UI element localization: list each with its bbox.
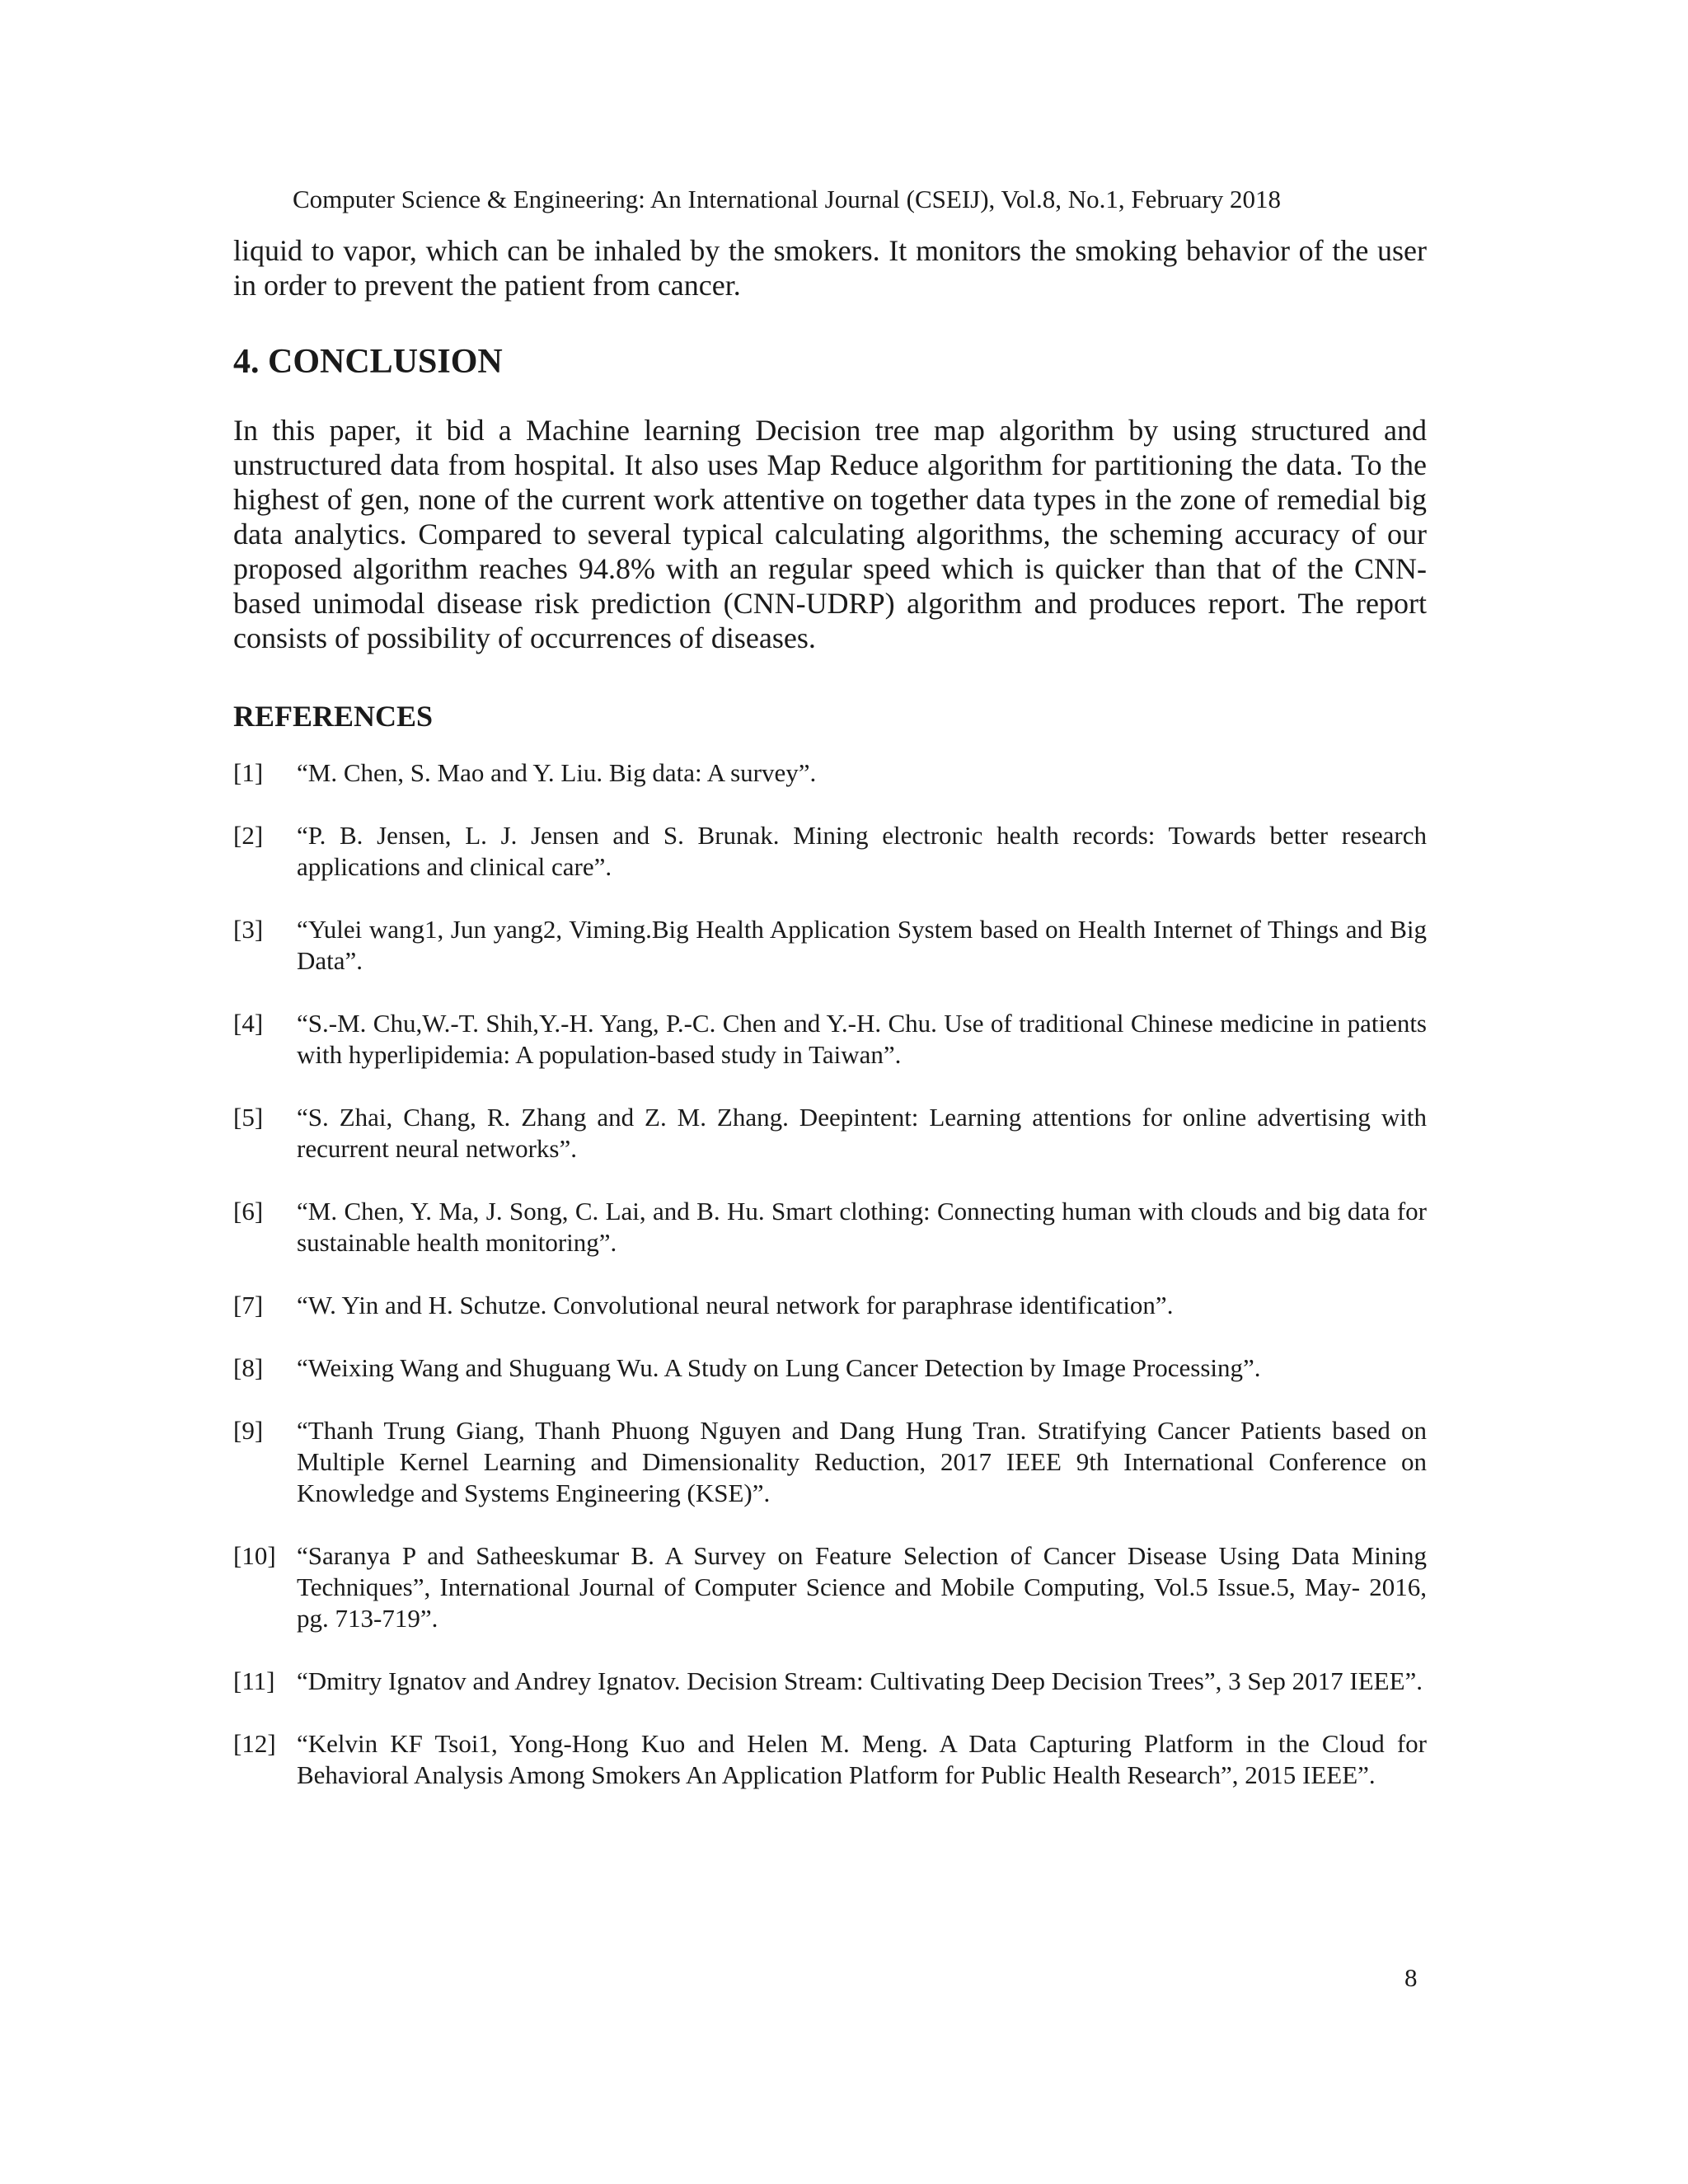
running-header: Computer Science & Engineering: An International Journal (CSEIJ), Vol.8, No.1, February 2018 bbox=[293, 185, 1282, 213]
reference-number: [3] bbox=[233, 915, 264, 944]
conclusion-heading-number: 4. C bbox=[233, 343, 293, 381]
page-content bbox=[233, 233, 1427, 1822]
reference-item bbox=[233, 914, 1427, 977]
reference-number: [4] bbox=[233, 1009, 264, 1038]
reference-item bbox=[233, 1008, 1427, 1071]
reference-text: “Dmitry Ignatov and Andrey Ignatov. Decision Stream: Cultivating Deep Decision Trees”, 3 Sep 2017 IEEE”. bbox=[297, 1666, 1423, 1695]
conclusion-heading bbox=[233, 339, 1427, 385]
reference-list bbox=[233, 757, 1427, 1791]
references-heading-initial: R bbox=[233, 700, 255, 733]
reference-number: [10] bbox=[233, 1541, 276, 1570]
reference-item bbox=[233, 1666, 1427, 1697]
reference-item bbox=[233, 1728, 1427, 1791]
reference-text: “Weixing Wang and Shuguang Wu. A Study on Lung Cancer Detection by Image Processing”. bbox=[297, 1353, 1261, 1382]
page-number: 8 bbox=[1404, 1963, 1418, 1992]
reference-number: [9] bbox=[233, 1416, 264, 1445]
reference-text: “S. Zhai, Chang, R. Zhang and Z. M. Zhang. Deepintent: Learning attentions for online advertising with recurrent neural networks”. bbox=[297, 1103, 1427, 1163]
reference-item bbox=[233, 1352, 1427, 1384]
reference-text: “Kelvin KF Tsoi1, Yong-Hong Kuo and Helen M. Meng. A Data Capturing Platform in the Cloud for Behavioral Analysis Among Smokers An Application Platform for Public Health Research”, 2015 IEEE”. bbox=[297, 1729, 1427, 1789]
reference-text: “Yulei wang1, Jun yang2, Viming.Big Health Application System based on Health Internet of Things and Big Data”. bbox=[297, 915, 1427, 975]
reference-text: “Saranya P and Satheeskumar B. A Survey on Feature Selection of Cancer Disease Using Data Mining Techniques”, International Journal of Computer Science and Mobile Computing, Vol.5 Issue.5, May- 2016, pg. 713-719”. bbox=[297, 1541, 1427, 1633]
reference-number: [2] bbox=[233, 821, 264, 850]
reference-number: [6] bbox=[233, 1197, 264, 1226]
reference-text: “P. B. Jensen, L. J. Jensen and S. Brunak. Mining electronic health records: Towards better research applications and clinical care”. bbox=[297, 821, 1427, 881]
references-heading bbox=[233, 698, 1427, 734]
reference-text: “Thanh Trung Giang, Thanh Phuong Nguyen and Dang Hung Tran. Stratifying Cancer Patients based on Multiple Kernel Learning and Dimensionality Reduction, 2017 IEEE 9th International Conference on Knowledge and Systems Engineering (KSE)”. bbox=[297, 1416, 1427, 1507]
reference-item bbox=[233, 1540, 1427, 1634]
reference-text: “S.-M. Chu,W.-T. Shih,Y.-H. Yang, P.-C. Chen and Y.-H. Chu. Use of traditional Chinese medicine in patients with hyperlipidemia: A population-based study in Taiwan”. bbox=[297, 1009, 1427, 1069]
reference-number: [1] bbox=[233, 758, 264, 787]
reference-item bbox=[233, 1290, 1427, 1321]
reference-number: [7] bbox=[233, 1291, 264, 1319]
reference-item bbox=[233, 1102, 1427, 1165]
references-heading-title: EFERENCES bbox=[255, 700, 434, 733]
conclusion-paragraph: In this paper, it bid a Machine learning Decision tree map algorithm by using structured and unstructured data from hospital. It also uses Map Reduce algorithm for partitioning the data. To the highest of gen, none of the current work attentive on together data types in the zone of remedial big data analytics. Compared to several typical calculating algorithms, the scheming accuracy of our proposed algorithm reaches 94.8% with an regular speed which is quicker than that of the CNN-based unimodal disease risk prediction (CNN-UDRP) algorithm and produces report. The report consists of possibility of occurrences of diseases. bbox=[233, 414, 1427, 654]
reference-number: [5] bbox=[233, 1103, 264, 1132]
reference-item bbox=[233, 757, 1427, 789]
conclusion-heading-title: ONCLUSION bbox=[293, 343, 503, 381]
reference-number: [11] bbox=[233, 1666, 275, 1695]
reference-item bbox=[233, 1196, 1427, 1258]
reference-text: “W. Yin and H. Schutze. Convolutional neural network for paraphrase identification”. bbox=[297, 1291, 1174, 1319]
reference-item bbox=[233, 1415, 1427, 1509]
reference-number: [8] bbox=[233, 1353, 264, 1382]
reference-item bbox=[233, 820, 1427, 883]
intro-paragraph: liquid to vapor, which can be inhaled by the smokers. It monitors the smoking behavior of the user in order to prevent the patient from cancer. bbox=[233, 234, 1427, 302]
reference-number: [12] bbox=[233, 1729, 276, 1758]
reference-text: “M. Chen, S. Mao and Y. Liu. Big data: A survey”. bbox=[297, 758, 817, 787]
reference-text: “M. Chen, Y. Ma, J. Song, C. Lai, and B. Hu. Smart clothing: Connecting human with clouds and big data for sustainable health monitoring”. bbox=[297, 1197, 1427, 1257]
